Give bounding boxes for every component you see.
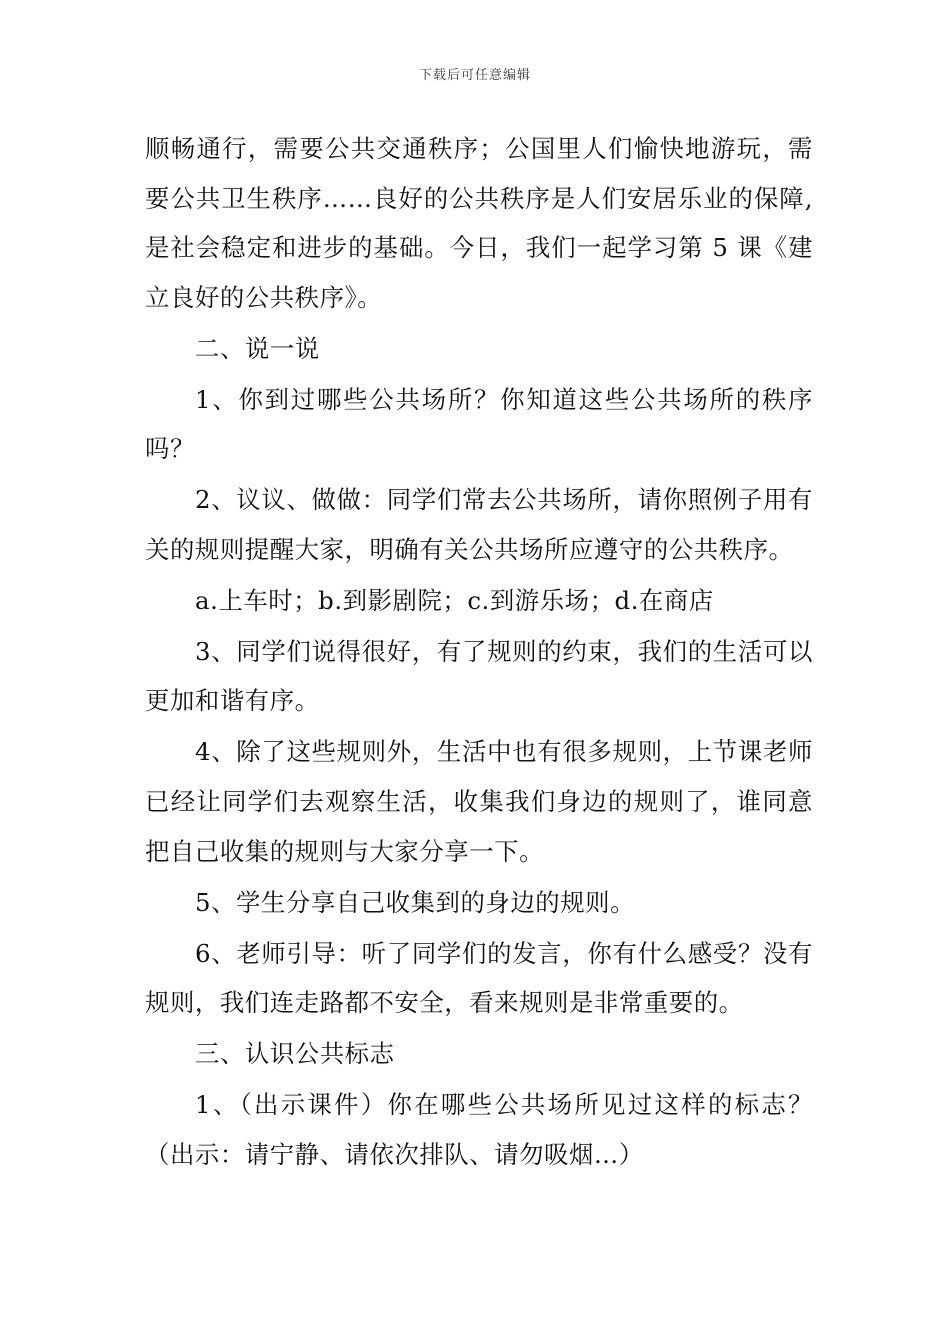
paragraph-item-3: 3、同学们说得很好，有了规则的约束，我们的生活可以更加和谐有序。 [145, 636, 813, 716]
paragraph-item-6: 6、老师引导：听了同学们的发言，你有什么感受？没有规则，我们连走路都不安全，看来规则是非常重要的。 [145, 938, 813, 1018]
paragraph-item-2: 2、议议、做做：同学们常去公共场所，请你照例子用有关的规则提醒大家，明确有关公共场所应遵守的公共秩序。 [145, 485, 813, 564]
section-heading-signs: 三、认识公共标志 [195, 1039, 395, 1069]
paragraph-examples: a.上车时；b.到影剧院；c.到游乐场；d.在商店 [195, 585, 714, 615]
page-header-note: 下载后可任意编辑 [418, 68, 531, 83]
paragraph-signs-item-1: 1、（出示课件）你在哪些公共场所见过这样的标志？（出示：请宁静、请依次排队、请勿吸烟…） [145, 1090, 813, 1169]
section-heading-discuss: 二、说一说 [195, 333, 320, 363]
paragraph-item-5: 5、学生分享自己收集到的身边的规则。 [195, 887, 636, 917]
paragraph-item-4: 4、除了这些规则外，生活中也有很多规则，上节课老师已经让同学们去观察生活，收集我们身边的规则了，谁同意把自己收集的规则与大家分享一下。 [145, 737, 813, 866]
paragraph-item-1: 1、你到过哪些公共场所？你知道这些公共场所的秩序吗？ [145, 384, 813, 464]
paragraph-intro: 顺畅通行，需要公共交通秩序；公国里人们愉快地游玩，需要公共卫生秩序……良好的公共秩序是人们安居乐业的保障,是社会稳定和进步的基础。今日，我们一起学习第 5 课《建立良好的公共秩序》。 [145, 134, 813, 312]
document-body [145, 124, 813, 1181]
